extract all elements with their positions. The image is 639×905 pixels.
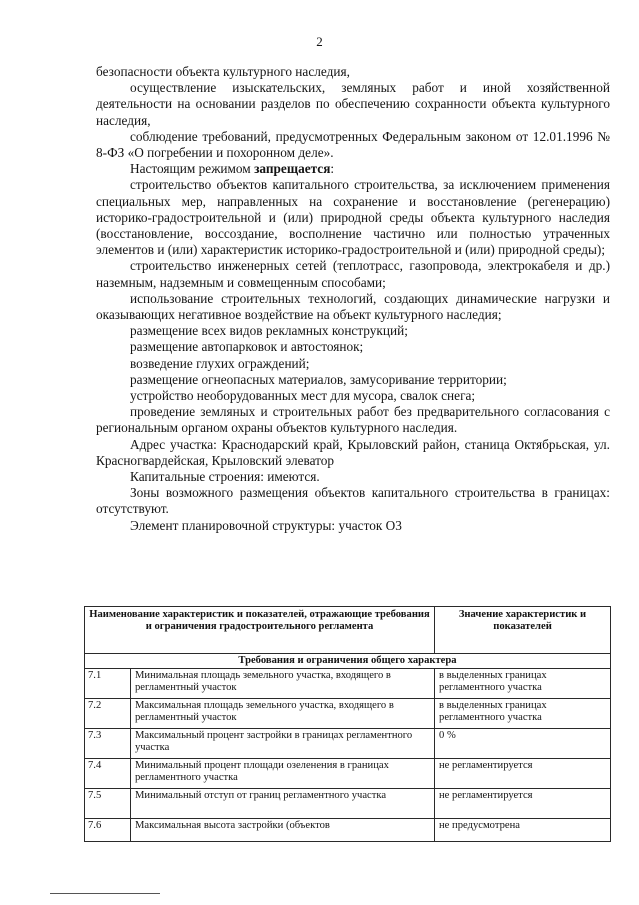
- row-name: Минимальный отступ от границ регламентного участка: [131, 789, 435, 819]
- table-group-row: [85, 654, 611, 669]
- group-title-cell: Требования и ограничения общего характера: [85, 654, 611, 669]
- paragraph: возведение глухих ограждений;: [130, 355, 310, 371]
- paragraph: безопасности объекта культурного наследия,: [96, 64, 350, 79]
- row-value: 0 %: [435, 729, 611, 759]
- row-value: не регламентируется: [435, 759, 611, 789]
- paragraph: устройство необорудованных мест для мусора, свалок снега;: [130, 388, 476, 404]
- row-number: 7.4: [85, 759, 131, 789]
- row-number: 7.2: [85, 699, 131, 729]
- row-number: 7.5: [85, 789, 131, 819]
- table-row: [85, 729, 611, 759]
- row-number: 7.6: [85, 819, 131, 842]
- header-name-cell: Наименование характеристик и показателей, отражающие требования и ограничения градостроительного регламента: [85, 607, 435, 654]
- paragraph: размещение всех видов рекламных конструкций;: [130, 323, 408, 339]
- footer-divider: [50, 893, 160, 894]
- paragraph-prohibited-intro: [96, 161, 610, 177]
- row-value: не регламентируется: [435, 789, 611, 819]
- paragraph-planning-element: Элемент планировочной структуры: участок О3: [130, 517, 402, 533]
- table-header-row: [85, 607, 611, 654]
- table-row: [85, 699, 611, 729]
- table-row: [85, 759, 611, 789]
- row-number: 7.1: [85, 669, 131, 699]
- row-value: в выделенных границах регламентного участка: [435, 669, 611, 699]
- paragraph: осуществление изыскательских, земляных работ и иной хозяйственной деятельности на основании разделов по обеспечению сохранности объекта культурного наследия,: [96, 80, 610, 128]
- row-value: в выделенных границах регламентного участка: [435, 699, 611, 729]
- row-number: 7.3: [85, 729, 131, 759]
- paragraph: строительство инженерных сетей (теплотрасс, газопровода, электрокабеля и др.) наземным, надземным и совмещенным способами;: [96, 258, 610, 290]
- table-row: [85, 789, 611, 819]
- prohibited-keyword: запрещается: [254, 161, 331, 177]
- table-row: [85, 669, 611, 699]
- page-number: 2: [316, 34, 323, 49]
- document-body: [96, 64, 610, 534]
- regulation-table: [84, 606, 611, 842]
- paragraph-address: Адрес участка: Краснодарский край, Крыловский район, станица Октябрьская, ул. Красногвардейская, Крыловский элеватор: [96, 436, 610, 468]
- row-name: Минимальный процент площади озеленения в границах регламентного участка: [131, 759, 435, 789]
- paragraph: Капитальные строения: имеются.: [130, 469, 320, 485]
- header-value-cell: Значение характеристик и показателей: [435, 607, 611, 654]
- row-name: Минимальная площадь земельного участка, входящего в регламентный участок: [131, 669, 435, 699]
- table-row: [85, 819, 611, 842]
- paragraph: размещение огнеопасных материалов, замусоривание территории;: [130, 371, 507, 387]
- intro-text: Настоящим режимом: [130, 161, 255, 177]
- row-name: Максимальная площадь земельного участка, входящего в регламентный участок: [131, 699, 435, 729]
- paragraph: строительство объектов капитального строительства, за исключением применения специальных мер, направленных на сохранение и восстановление (регенерацию) историко-градостроительной и (или) природной среды объекта культурного наследия (восстановление, воссоздание, восполнение частично или полностью утраченных элементов и (или) характеристик историко-градостроительной и (или) природной среды);: [96, 177, 610, 258]
- row-name: Максимальный процент застройки в границах регламентного участка: [131, 729, 435, 759]
- paragraph: проведение земляных и строительных работ без предварительного согласования с региональным органом охраны объектов культурного наследия.: [96, 404, 610, 436]
- row-value: не предусмотрена: [435, 819, 611, 842]
- row-name: Максимальная высота застройки (объектов: [131, 819, 435, 842]
- paragraph: использование строительных технологий, создающих динамические нагрузки и оказывающих негативное воздействие на объект культурного наследия;: [96, 290, 610, 323]
- paragraph: соблюдение требований, предусмотренных Федеральным законом от 12.01.1996 № 8-ФЗ «О погребении и похоронном деле».: [96, 128, 610, 161]
- intro-colon: :: [330, 161, 335, 177]
- paragraph: Зоны возможного размещения объектов капитального строительства в границах: отсутствуют.: [96, 485, 610, 517]
- paragraph: размещение автопарковок и автостоянок;: [130, 339, 364, 355]
